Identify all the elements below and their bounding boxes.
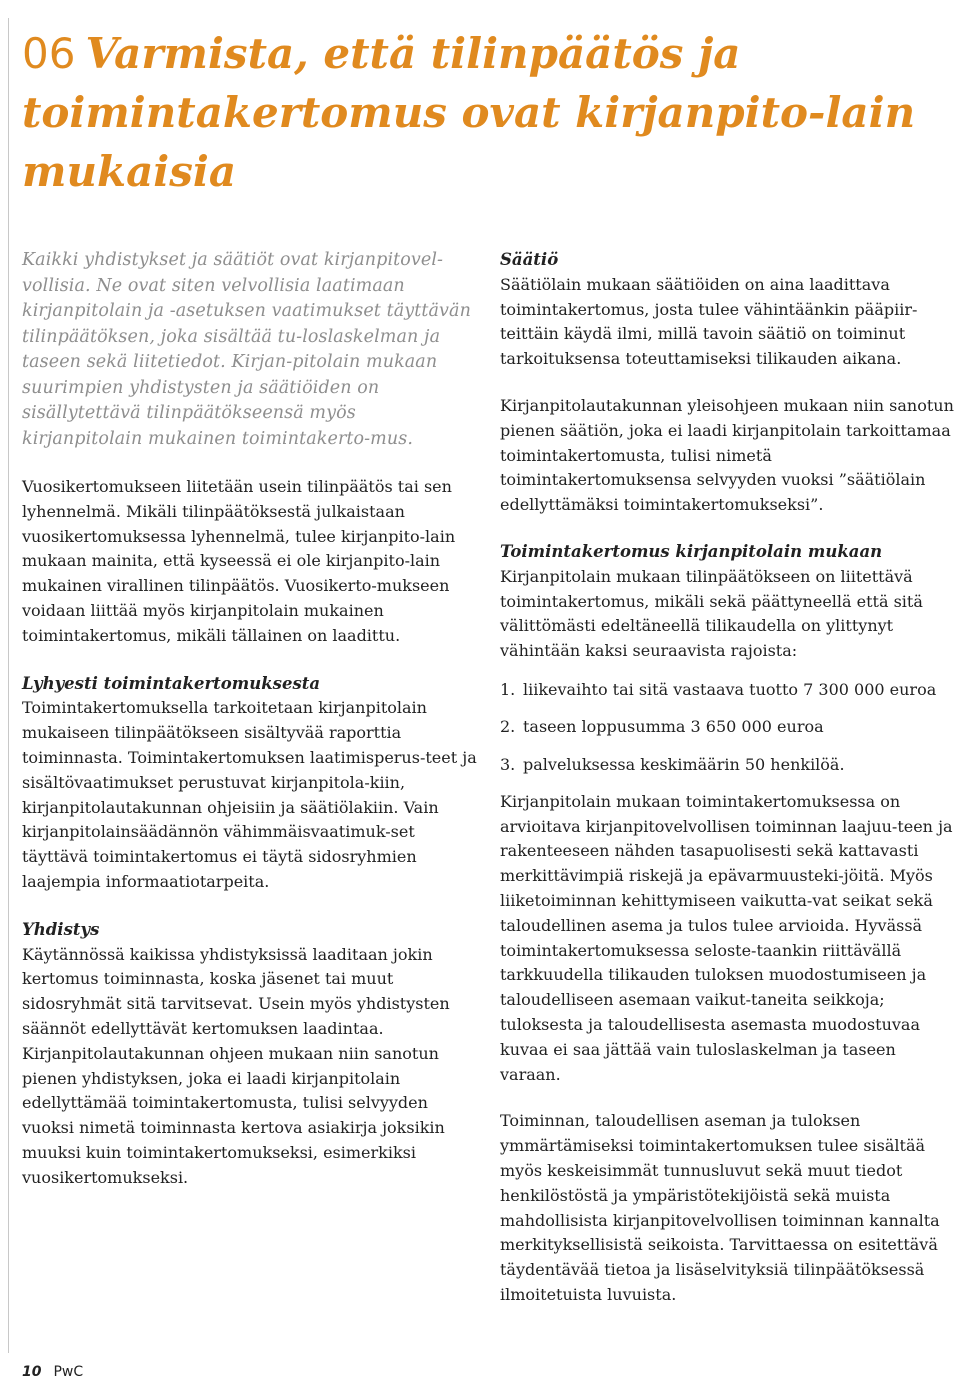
list-item xyxy=(500,753,955,778)
limits-list xyxy=(500,678,955,777)
section-number: 06 xyxy=(22,29,76,78)
paragraph-lyhyesti: Toimintakertomuksella tarkoitetaan kirjanpitolain mukaiseen tilinpäätökseen sisältyvää raporttia toiminnasta. Toimintakertomuksen laatimisperus-teet ja sisältövaatimukset perustuvat kirjanpitola-kiin, kirjanpitolautakunnan ohjeisiin ja säätiölakiin. Vain kirjanpitolainsäädännön vähimmäisvaatimuk-set täyttävä toimintakertomus ei täytä sidosryhmien laajempia informaatiotarpeita. xyxy=(22,698,477,891)
margin-rule xyxy=(8,18,9,1353)
left-column xyxy=(22,248,478,1191)
heading-lyhyesti: Lyhyesti toimintakertomuksesta xyxy=(22,673,321,693)
paragraph-saatio: Säätiölain mukaan säätiöiden on aina laadittava toimintakertomus, josta tulee vähintäänkin pääpiir-teittäin käydä ilmi, millä tavoin säätiö on toiminut tarkoituksensa toteuttamiseksi tilikauden aikana. xyxy=(500,274,918,369)
right-column xyxy=(500,248,955,1308)
paragraph-vuosikertomus: Vuosikertomukseen liitetään usein tilinpäätös tai sen lyhennelmä. Mikäli tilinpäätöksestä julkaistaan vuosikertomuksessa lyhennelmä, tulee kirjanpito-lain mukaan mainita, että kyseessä ei ole kirjanpito-lain mukainen virallinen tilinpäätös. Vuosikerto-mukseen voidaan liittää myös kirjanpitolain mukainen toimintakertomus, mikäli tällainen on laadittu. xyxy=(22,477,456,645)
paragraph-kirjanpitolautakunta: Kirjanpitolautakunnan yleisohjeen mukaan niin sanotun pienen säätiön, joka ei laadi kirjanpitolain tarkoittamaa toimintakertomusta, tulisi nimetä toimintakertomuksensa selvyyden vuoksi ”säätiölain edellyttämäksi toimintakertomukseksi”. xyxy=(500,395,954,515)
list-item xyxy=(500,678,955,703)
list-item-text: taseen loppusumma 3 650 000 euroa xyxy=(523,717,824,737)
page-number: 10 xyxy=(22,1364,42,1380)
paragraph-yhdistys: Käytännössä kaikissa yhdistyksissä laaditaan jokin kertomus toiminnasta, koska jäsenet tai muut sidosryhmät sitä tarvitsevat. Usein myös yhdistysten säännöt edellyttävät kertomuksen laadintaa. Kirjanpitolautakunnan ohjeen mukaan niin sanotun pienen yhdistyksen, joka ei laadi kirjanpitolain edellyttämää toimintakertomusta, tulisi selvyyden vuoksi nimetä toiminnasta kertova asiakirja joksikin muuksi kuin toimintakertomukseksi, esimerkiksi vuosikertomukseksi. xyxy=(22,944,450,1187)
page-title xyxy=(22,24,942,201)
heading-yhdistys: Yhdistys xyxy=(22,919,100,939)
section-title: Varmista, että tilinpäätös ja toimintakertomus ovat kirjanpito-lain mukaisia xyxy=(22,29,916,196)
brand-name: PwC xyxy=(53,1364,84,1380)
intro-paragraph: Kaikki yhdistykset ja säätiöt ovat kirjanpitovel-vollisia. Ne ovat siten velvollisia laatimaan kirjanpitolain ja -asetuksen vaatimukset täyttävän tilinpäätöksen, joka sisältää tu-loslaskelman ja taseen sekä liitetiedot. Kirjan-pitolain mukaan suurimpien yhdistysten ja säätiöiden on sisällytettävä tilinpäätökseensä myös kirjanpitolain mukainen toimintakerto-mus. xyxy=(22,250,471,449)
heading-toimintakertomus: Toimintakertomus kirjanpitolain mukaan xyxy=(500,541,883,561)
list-item-number: 2. xyxy=(500,717,516,737)
paragraph-riskit: Kirjanpitolain mukaan toimintakertomuksessa on arvioitava kirjanpitovelvollisen toiminnan laajuu-teen ja rakenteeseen nähden tasapuolisesti sekä kattavasti merkittävimpiä riskejä ja epävarmuusteki-jöitä. Myös liiketoiminnan kehittymiseen vaikutta-vat seikat sekä taloudellinen asema ja tulos tulee arvioida. Hyvässä toimintakertomuksessa seloste-taankin riittävällä tarkkuudella tilikauden tuloksen muodostumiseen ja taloudelliseen asemaan vaikut-taneita seikkoja; tuloksesta ja taloudellisesta asemasta muodostuvaa kuvaa ei saa jättää vain tuloslaskelman ja taseen varaan. xyxy=(500,791,953,1084)
paragraph-rajat: Kirjanpitolain mukaan tilinpäätökseen on liitettävä toimintakertomus, mikäli sekä päättyneellä että sitä välittömästi edeltäneellä tilikaudella on ylittynyt vähintään kaksi seuraavista rajoista: xyxy=(500,566,923,661)
page-footer xyxy=(22,1362,83,1382)
list-item-number: 1. xyxy=(500,679,516,699)
paragraph-tunnusluvut: Toiminnan, taloudellisen aseman ja tuloksen ymmärtämiseksi toimintakertomuksen tulee sisältää myös keskeisimmät tunnusluvut sekä muut tiedot henkilöstöstä ja ympäristötekijöistä sekä muista mahdollisista kirjanpitovelvollisen toiminnan kannalta merkityksellisistä seikoista. Tarvittaessa on esitettävä täydentävää tietoa ja lisäselvityksiä tilinpäätöksessä ilmoitetuista luvuista. xyxy=(500,1111,940,1304)
list-item-number: 3. xyxy=(500,754,516,774)
heading-saatio: Säätiö xyxy=(500,250,559,269)
list-item-text: palveluksessa keskimäärin 50 henkilöä. xyxy=(523,754,845,774)
list-item-text: liikevaihto tai sitä vastaava tuotto 7 300 000 euroa xyxy=(523,679,937,699)
list-item xyxy=(500,715,955,740)
